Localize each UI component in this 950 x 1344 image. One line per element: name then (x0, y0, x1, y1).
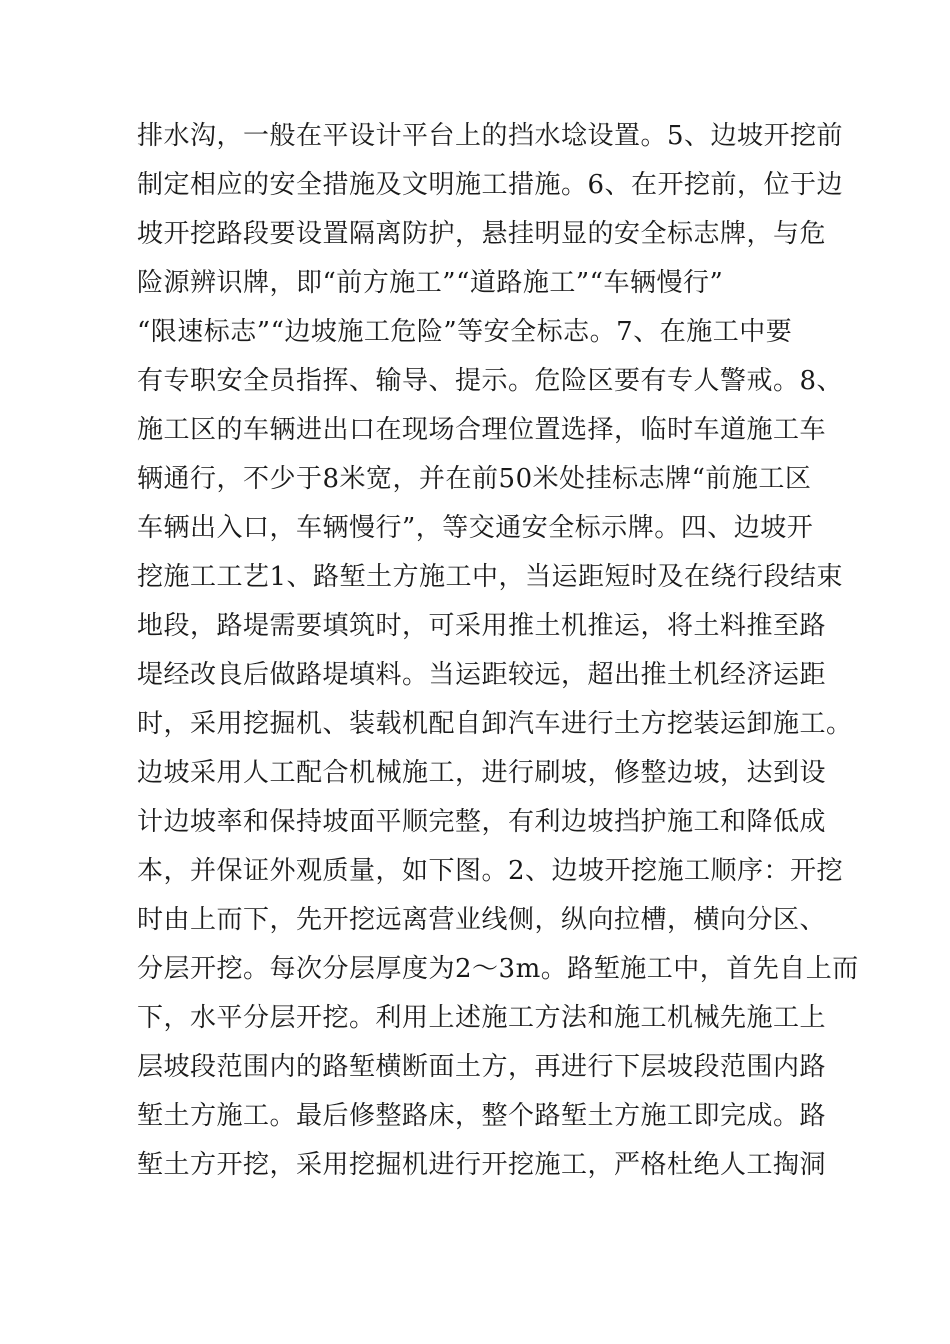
text-line: 挖施工工艺1、路堑土方施工中，当运距短时及在绕行段结束 (137, 562, 844, 592)
text-line: 时，采用挖掘机、装载机配自卸汽车进行土方挖装运卸施工。 (137, 709, 853, 739)
text-line: 边坡采用人工配合机械施工，进行刷坡，修整边坡，达到设 (137, 758, 827, 788)
text-line: 有专职安全员指挥、输导、提示。危险区要有专人警戒。8、 (137, 366, 844, 396)
text-line: 计边坡率和保持坡面平顺完整，有利边坡挡护施工和降低成 (137, 807, 827, 837)
text-line: 坡开挖路段要设置隔离防护，悬挂明显的安全标志牌，与危 (137, 219, 827, 249)
text-line: 制定相应的安全措施及文明施工措施。6、在开挖前，位于边 (137, 170, 844, 200)
text-line: 堑土方施工。最后修整路床，整个路堑土方施工即完成。路 (137, 1101, 827, 1131)
text-line: 时由上而下，先开挖远离营业线侧，纵向拉槽，横向分区、 (137, 905, 827, 935)
text-line: 排水沟，一般在平设计平台上的挡水埝设置。5、边坡开挖前 (137, 121, 844, 151)
text-line: 层坡段范围内的路堑横断面土方，再进行下层坡段范围内路 (137, 1052, 827, 1082)
text-line: 辆通行，不少于8米宽，并在前50米处挂标志牌“前施工区 (137, 464, 812, 494)
text-line: “限速标志”“边坡施工危险”等安全标志。7、在施工中要 (137, 317, 793, 347)
text-line: 分层开挖。每次分层厚度为2～3m。路堑施工中，首先自上而 (137, 954, 859, 984)
text-line: 地段，路堤需要填筑时，可采用推土机推运，将土料推至路 (137, 611, 827, 641)
text-line: 险源辨识牌，即“前方施工”“道路施工”“车辆慢行” (137, 268, 724, 298)
text-line: 堑土方开挖，采用挖掘机进行开挖施工，严格杜绝人工掏洞 (137, 1150, 827, 1180)
body-text (137, 112, 859, 1190)
text-line: 下，水平分层开挖。利用上述施工方法和施工机械先施工上 (137, 1003, 827, 1033)
text-line: 施工区的车辆进出口在现场合理位置选择，临时车道施工车 (137, 415, 827, 445)
text-line: 本，并保证外观质量，如下图。2、边坡开挖施工顺序：开挖 (137, 856, 844, 886)
text-line: 堤经改良后做路堤填料。当运距较远，超出推土机经济运距 (137, 660, 827, 690)
text-line: 车辆出入口，车辆慢行”，等交通安全标示牌。四、边坡开 (137, 513, 814, 543)
